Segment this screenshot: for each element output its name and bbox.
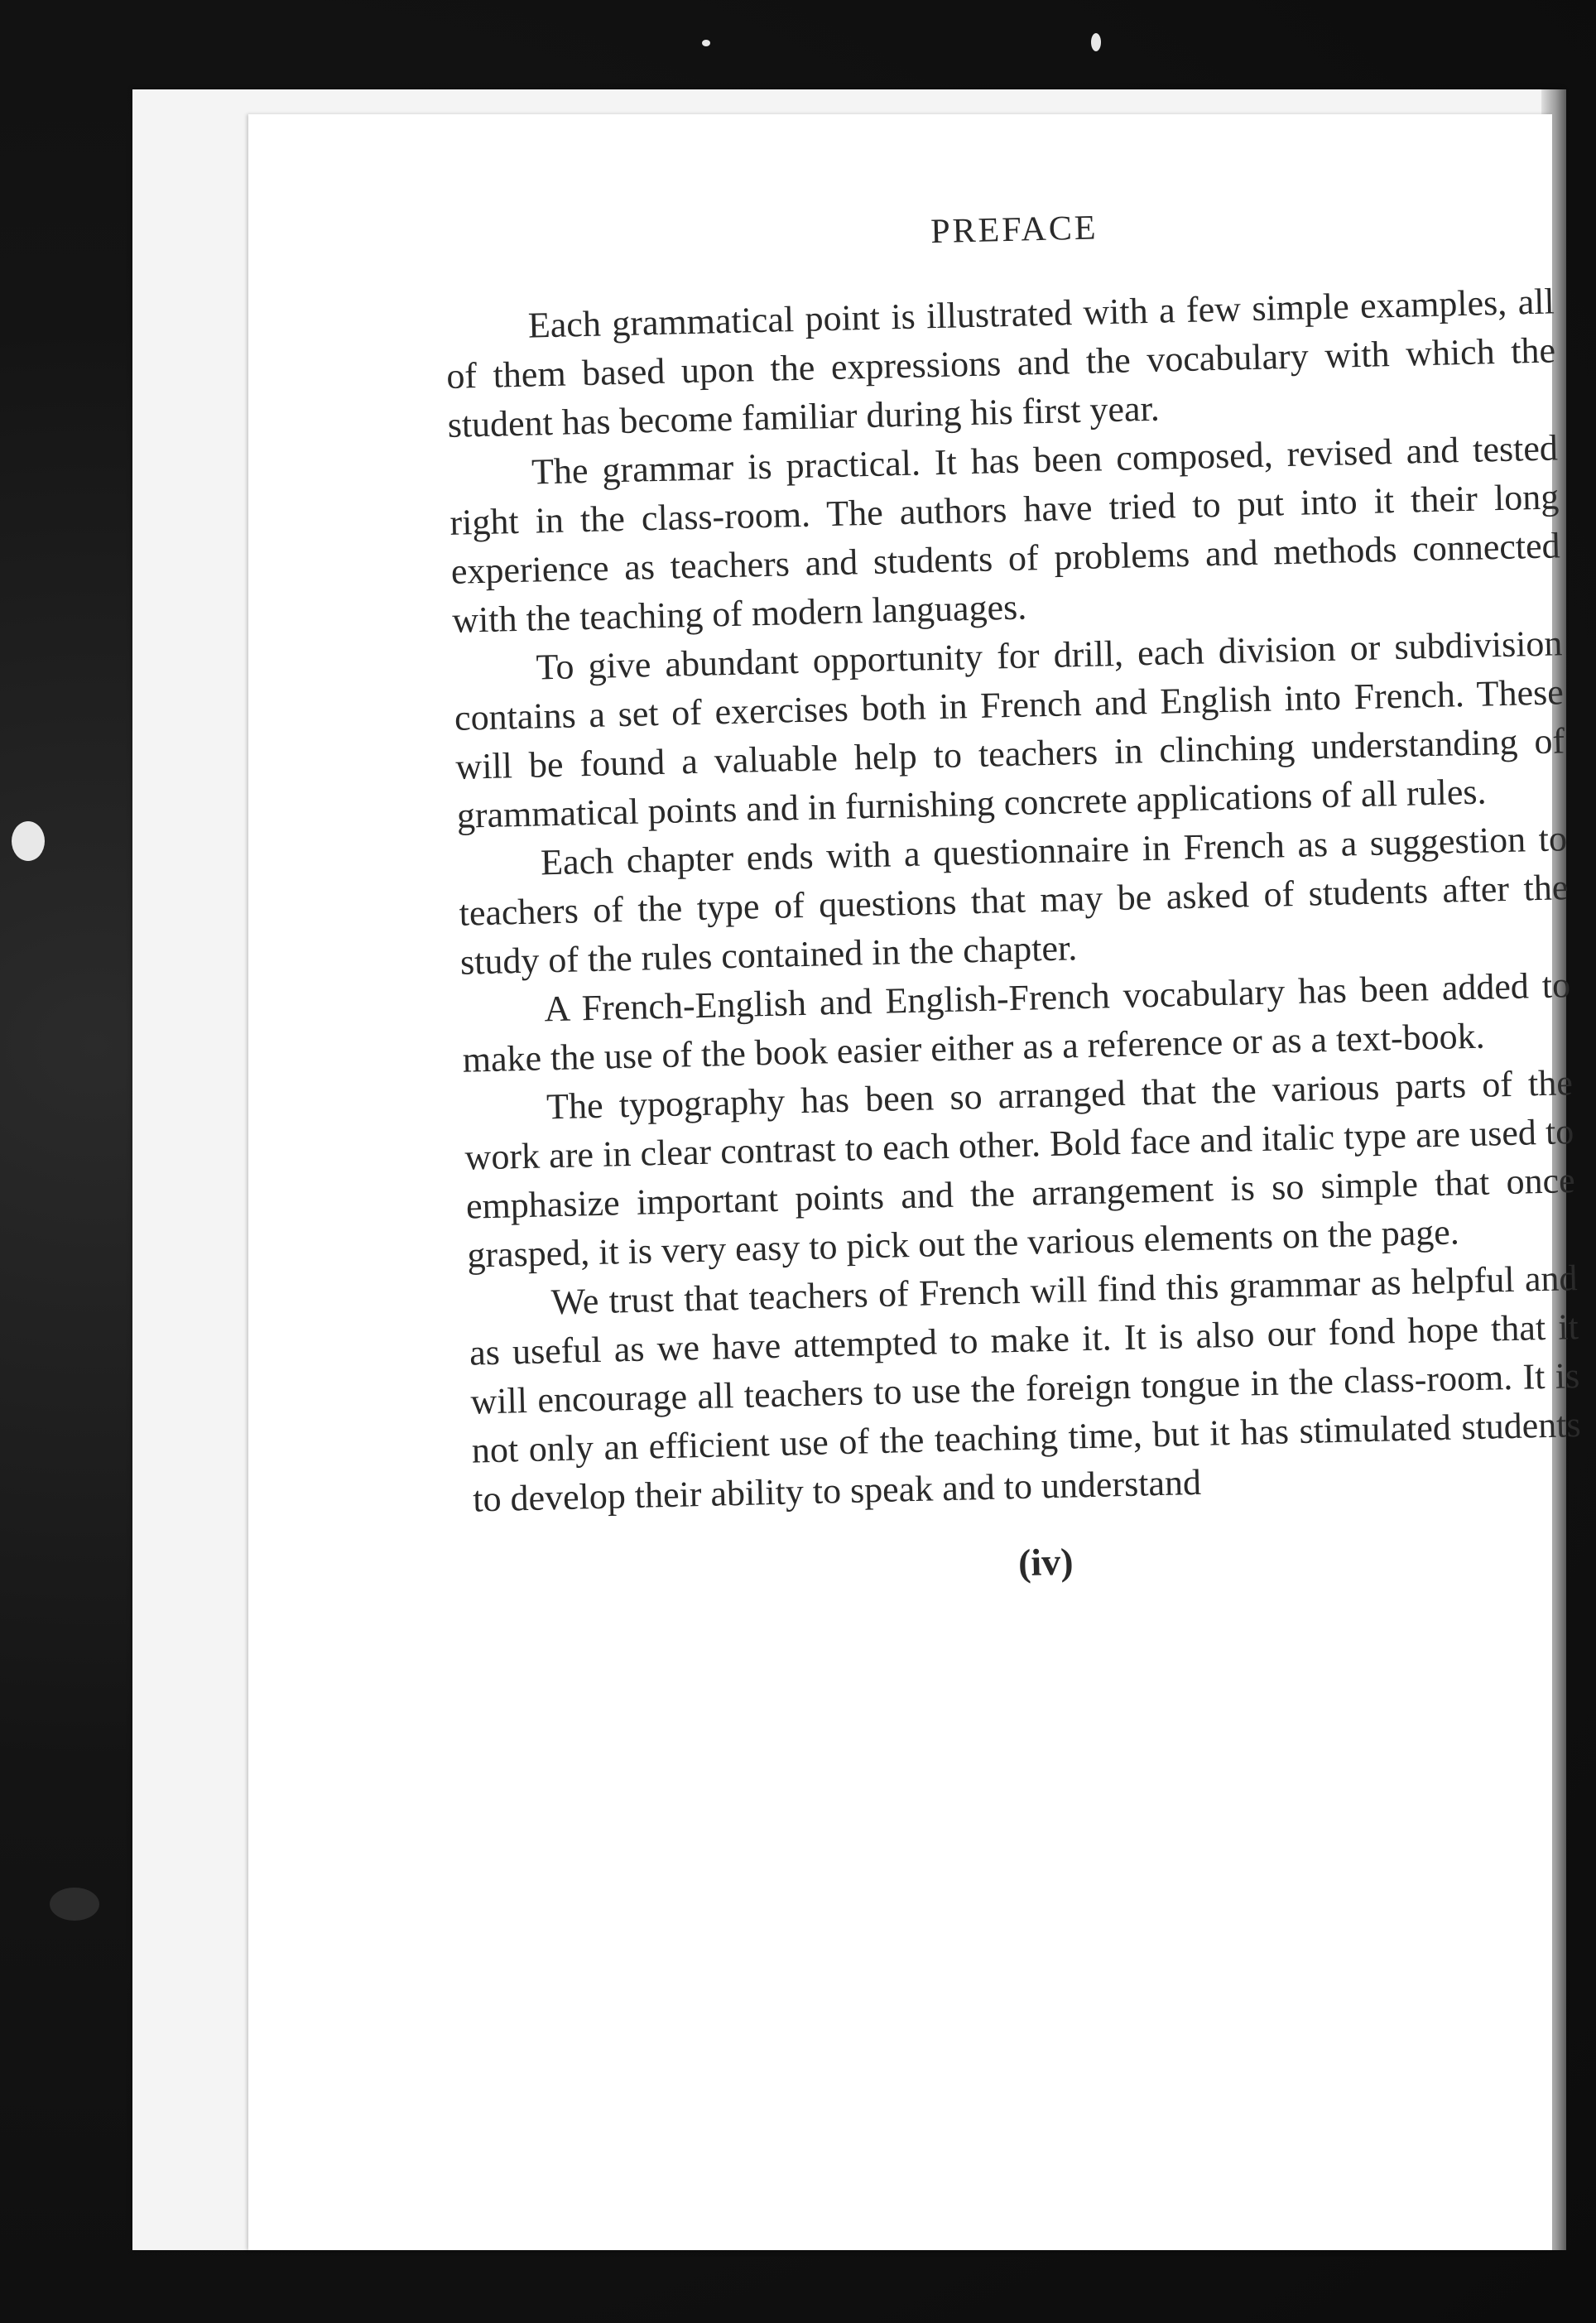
paragraph: Each grammatical point is illustrated with a few simple examples, all of them based upon the expressions and the vocabulary with which the student has become familiar during his first year. [445,281,1556,445]
page-heading: PREFACE [930,209,1099,252]
dust-speck [50,1888,99,1921]
paragraph: To give abundant opportunity for drill, each division or subdivision contains a set of exercises both in French and English into French. These will be found a valuable help to teachers in clinching understanding of grammatical points and in furnishing concrete applications of all rules. [454,623,1565,836]
paragraph: The grammar is practical. It has been composed, revised and tested right in the class-room. The authors have tried to put into it their long experience as teachers and students of problems and methods connected with the teaching of modern languages. [449,427,1561,641]
paragraph: A French-English and English-French vocabulary has been added to make the use of the book easier either as a reference or as a text-book. [462,964,1571,1080]
paragraph: We trust that teachers of French will find this grammar as helpful and as useful as we have attempted to make it. It is also our fond hope that it will encourage all teachers to use the foreign tongue in the class-room. It is not only an efficient use of the teaching time, but it has stimulated students to develop their ability to speak and to understand [469,1258,1582,1520]
paragraph: The typography has been so arranged that the various parts of the work are in clear contrast to each other. Bold face and italic type are used to emphasize important points and the arrangement is so simple that once grasped, it is very easy to pick out the various elements on the page. [464,1062,1576,1276]
dust-speck [1091,33,1101,51]
page-text [443,197,1584,1597]
dust-speck [702,40,710,46]
paragraph: Each chapter ends with a questionnaire in French as a suggestion to teachers of the type of questions that may be asked of students after the study of the rules contained in the chapter. [459,818,1569,983]
dust-speck [12,821,45,861]
page-number: (iv) [1017,1540,1074,1585]
